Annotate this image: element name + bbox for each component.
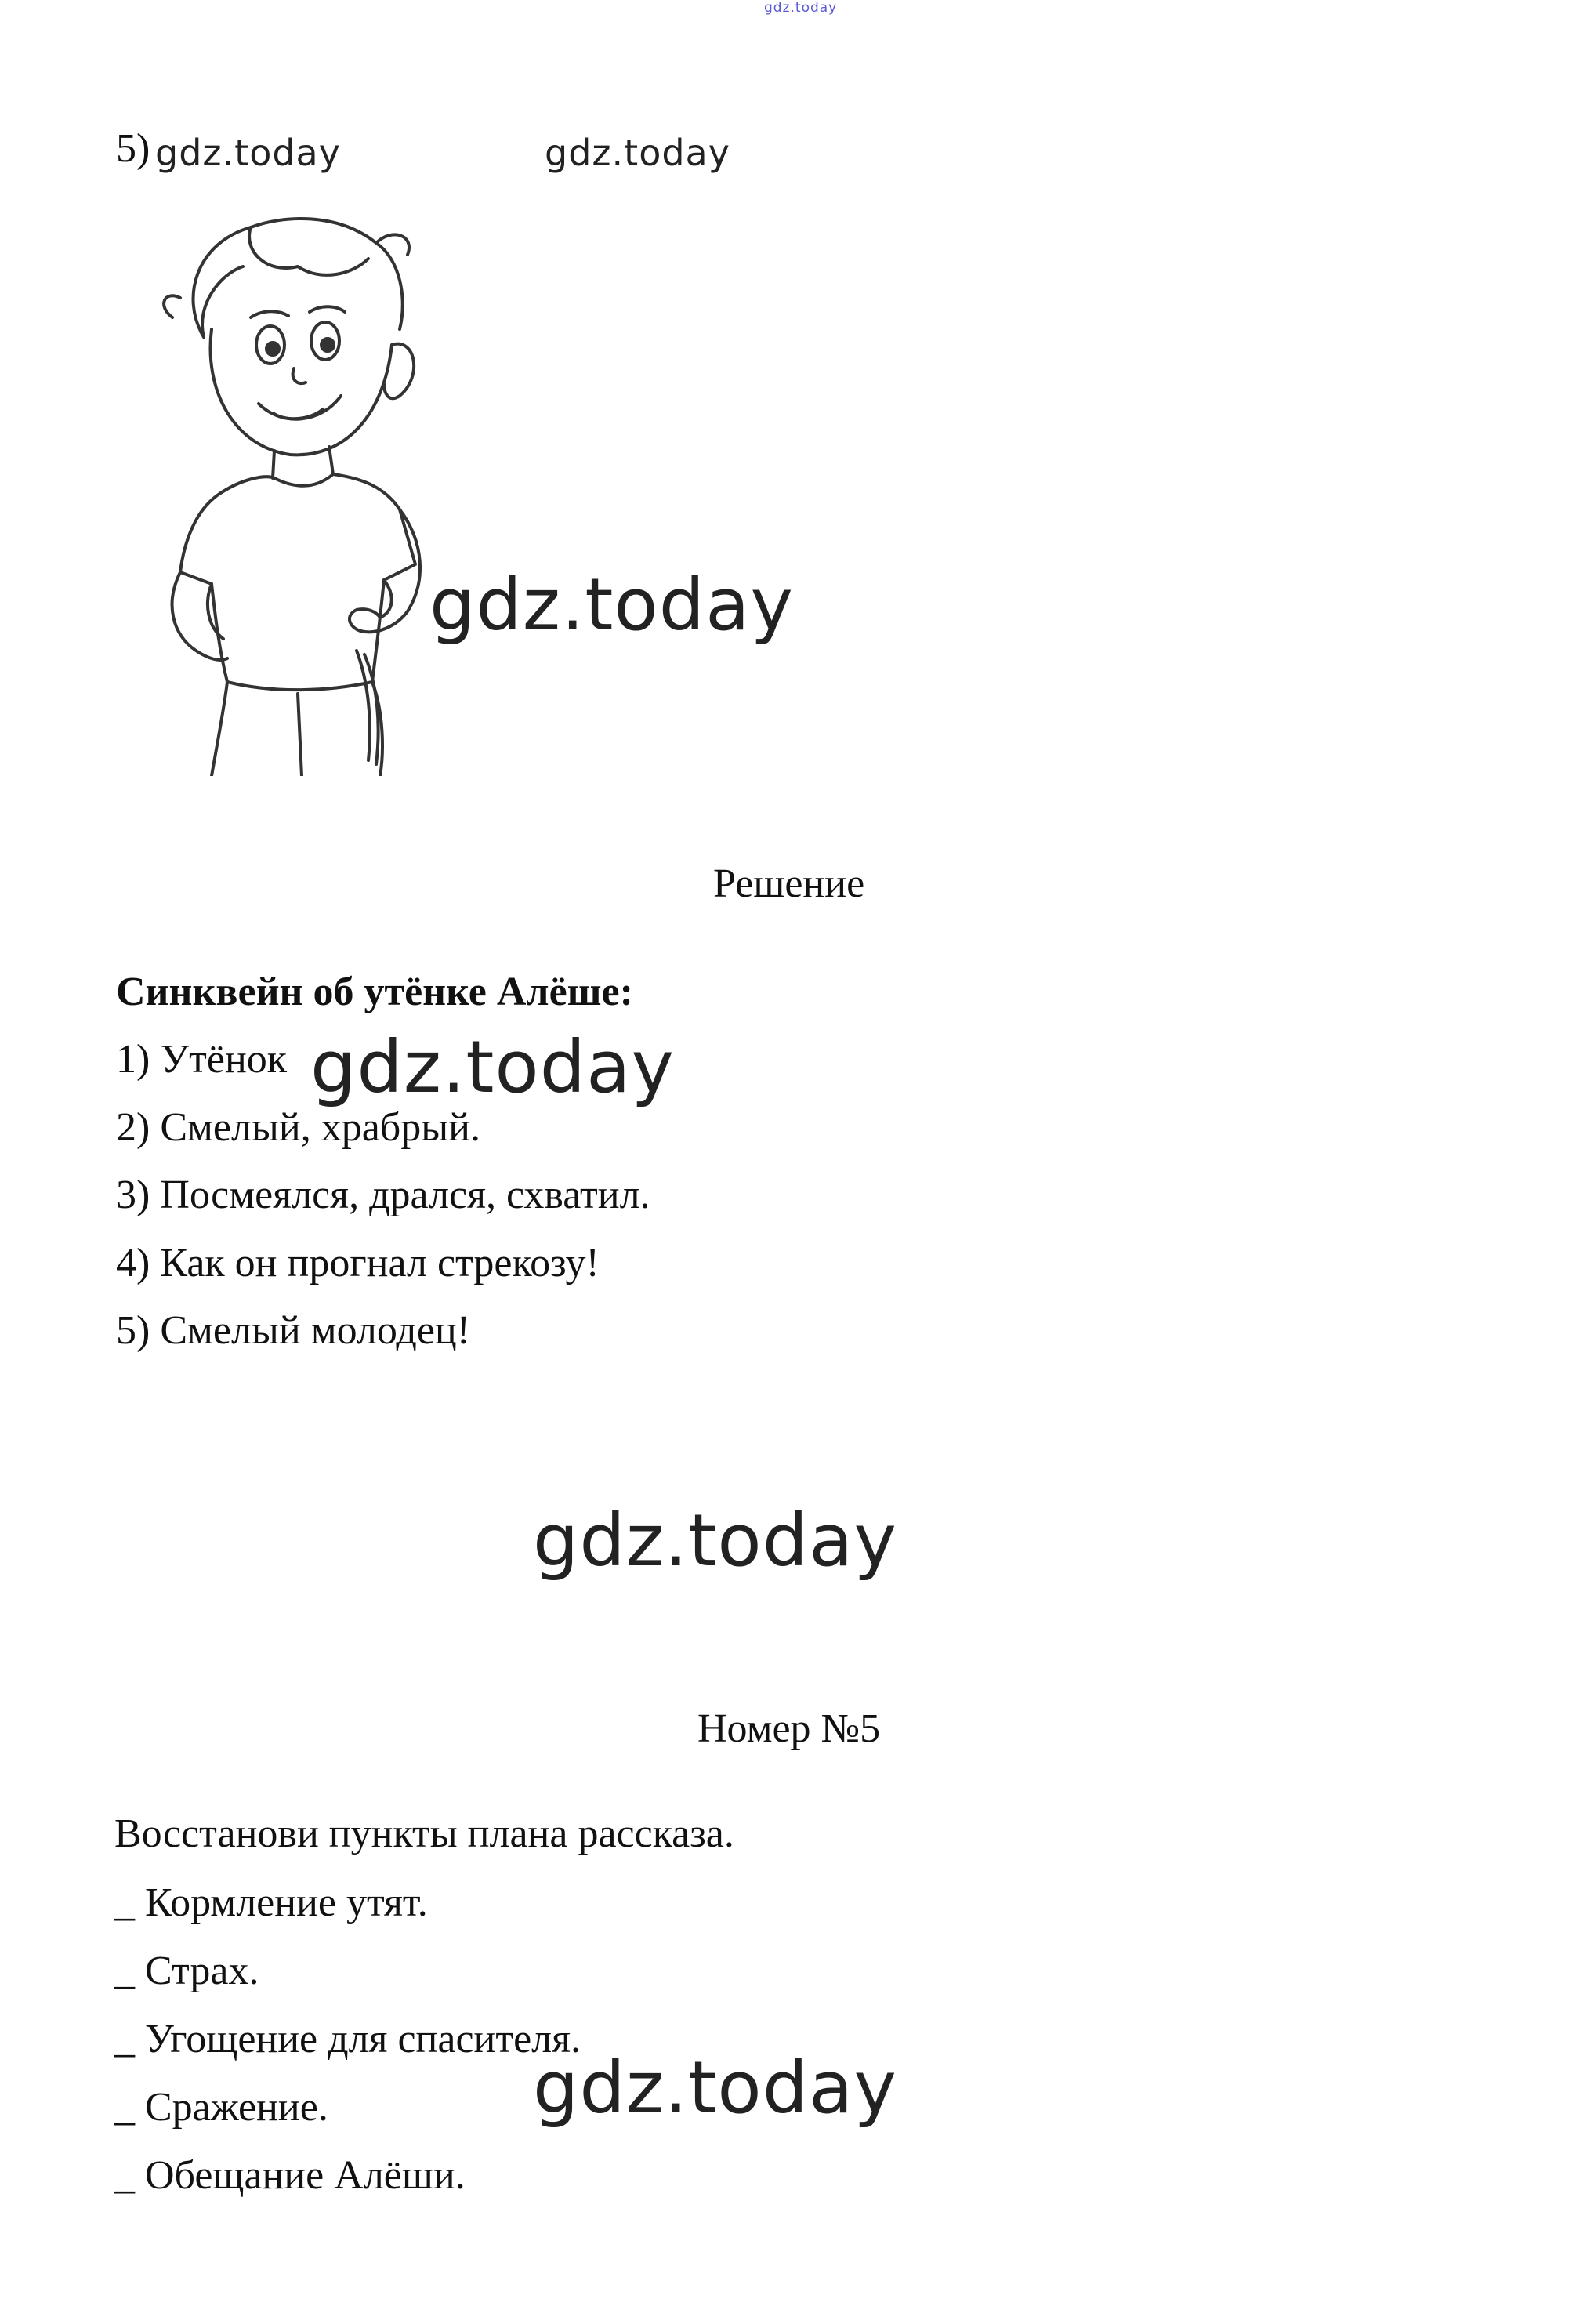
watermark-bottom: gdz.today (533, 2046, 897, 2130)
solution-title: Синквейн об утёнке Алёше: (116, 970, 633, 1014)
next-task-heading: Номер №5 (697, 1706, 881, 1751)
solution-line-3: 3) Посмеялся, дрался, схватил. (116, 1173, 650, 1217)
watermark-top: gdz.today (764, 0, 838, 16)
watermark-middle: gdz.today (533, 1499, 897, 1583)
task-label: 5) (116, 126, 150, 171)
watermark-header-2: gdz.today (545, 132, 730, 174)
plan-item-1: _ Кормление утят. (114, 1880, 428, 1925)
watermark-over-image: gdz.today (429, 563, 794, 647)
solution-line-4: 4) Как он прогнал стрекозу! (116, 1241, 600, 1285)
watermark-header-1: gdz.today (155, 132, 341, 174)
next-task-prompt: Восстанови пункты плана рассказа. (114, 1811, 734, 1856)
boy-illustration (149, 212, 486, 776)
solution-heading: Решение (713, 861, 865, 906)
solution-line-1: 1) Утёнок (116, 1037, 288, 1082)
plan-item-3: _ Угощение для спасителя. (114, 2017, 581, 2061)
plan-item-5: _ Обещание Алёши. (114, 2153, 466, 2198)
solution-line-2: 2) Смелый, храбрый. (116, 1105, 481, 1150)
watermark-over-list: gdz.today (310, 1025, 675, 1109)
plan-item-2: _ Страх. (114, 1949, 259, 1993)
plan-item-4: _ Сражение. (114, 2085, 328, 2130)
solution-line-5: 5) Смелый молодец! (116, 1308, 471, 1353)
